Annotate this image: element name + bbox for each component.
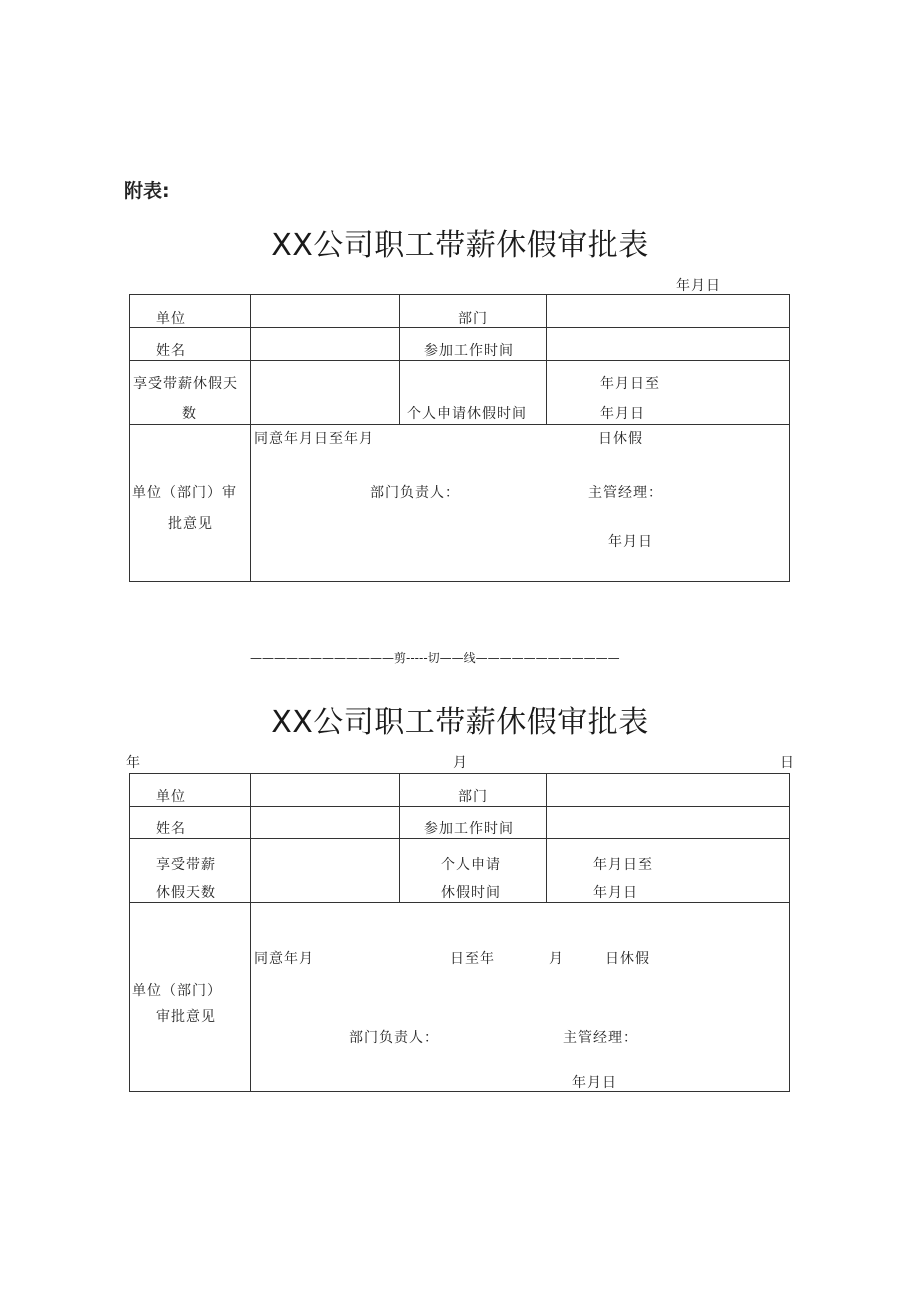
form2-agree-part-3: 月	[549, 951, 564, 967]
form2-opinion-label-cont: 审批意见	[156, 1009, 216, 1025]
form2-agree-part-4: 日休假	[605, 951, 650, 967]
form2-col-divider	[399, 773, 400, 902]
form1-date-line: 年月日	[676, 278, 721, 294]
form2-opinion-label: 单位（部门）	[132, 983, 222, 999]
form2-row-divider	[129, 902, 790, 903]
form1-period-start: 年月日至	[600, 376, 660, 392]
form1-leave-days-label-cont: 数	[182, 406, 197, 422]
form2-agree-part-2: 日至年	[450, 951, 495, 967]
form1-table-border	[129, 294, 790, 582]
form2-date-month: 月	[453, 755, 468, 771]
form1-row-divider	[129, 424, 790, 425]
form2-dept-label: 部门	[458, 789, 488, 805]
form1-col-divider	[250, 294, 251, 582]
form1-opinion-label: 单位（部门）审	[132, 485, 237, 501]
form1-manager-label: 主管经理：	[588, 485, 663, 501]
form1-name-label: 姓名	[156, 343, 186, 359]
form2-unit-label: 单位	[156, 789, 186, 805]
form2-date-day: 日	[780, 755, 795, 771]
form2-col-divider	[250, 773, 251, 1092]
form1-join-work-label: 参加工作时间	[424, 343, 514, 359]
form1-dept-label: 部门	[458, 311, 488, 327]
form2-join-work-label: 参加工作时间	[424, 821, 514, 837]
form2-agree-part-1: 同意年月	[254, 951, 314, 967]
form2-dept-head-label: 部门负责人：	[349, 1030, 439, 1046]
form2-row-divider	[129, 838, 790, 839]
form2-title: XX公司职工带薪休假审批表	[271, 705, 649, 740]
form1-title: XX公司职工带薪休假审批表	[271, 228, 649, 263]
form2-apply-time-label: 个人申请	[441, 857, 501, 873]
form1-sign-date: 年月日	[608, 534, 653, 550]
form1-agree-text: 同意年月日至年月	[254, 431, 374, 447]
form2-period-end: 年月日	[593, 885, 638, 901]
form2-leave-days-label-cont: 休假天数	[156, 885, 216, 901]
form1-agree-tail: 日休假	[598, 431, 643, 447]
form2-sign-date: 年月日	[572, 1075, 617, 1091]
cut-line: ————————————剪-----切——线————————————	[250, 651, 620, 665]
form2-apply-time-label-cont: 休假时间	[441, 885, 501, 901]
form2-manager-label: 主管经理：	[563, 1030, 638, 1046]
form1-unit-label: 单位	[156, 311, 186, 327]
form2-name-label: 姓名	[156, 821, 186, 837]
form2-leave-days-label: 享受带薪	[156, 857, 216, 873]
form2-date-year: 年	[126, 755, 141, 771]
form2-period-start: 年月日至	[593, 857, 653, 873]
form1-col-divider	[546, 294, 547, 424]
form2-row-divider	[129, 806, 790, 807]
form1-apply-time-label: 个人申请休假时间	[407, 406, 527, 422]
form1-dept-head-label: 部门负责人：	[370, 485, 460, 501]
form2-col-divider	[546, 773, 547, 902]
form1-row-divider	[129, 360, 790, 361]
form1-leave-days-label: 享受带薪休假天	[133, 376, 238, 392]
form1-period-end: 年月日	[600, 406, 645, 422]
form1-opinion-label-cont: 批意见	[168, 516, 213, 532]
form1-col-divider	[399, 294, 400, 424]
appendix-label: 附表:	[124, 180, 170, 202]
